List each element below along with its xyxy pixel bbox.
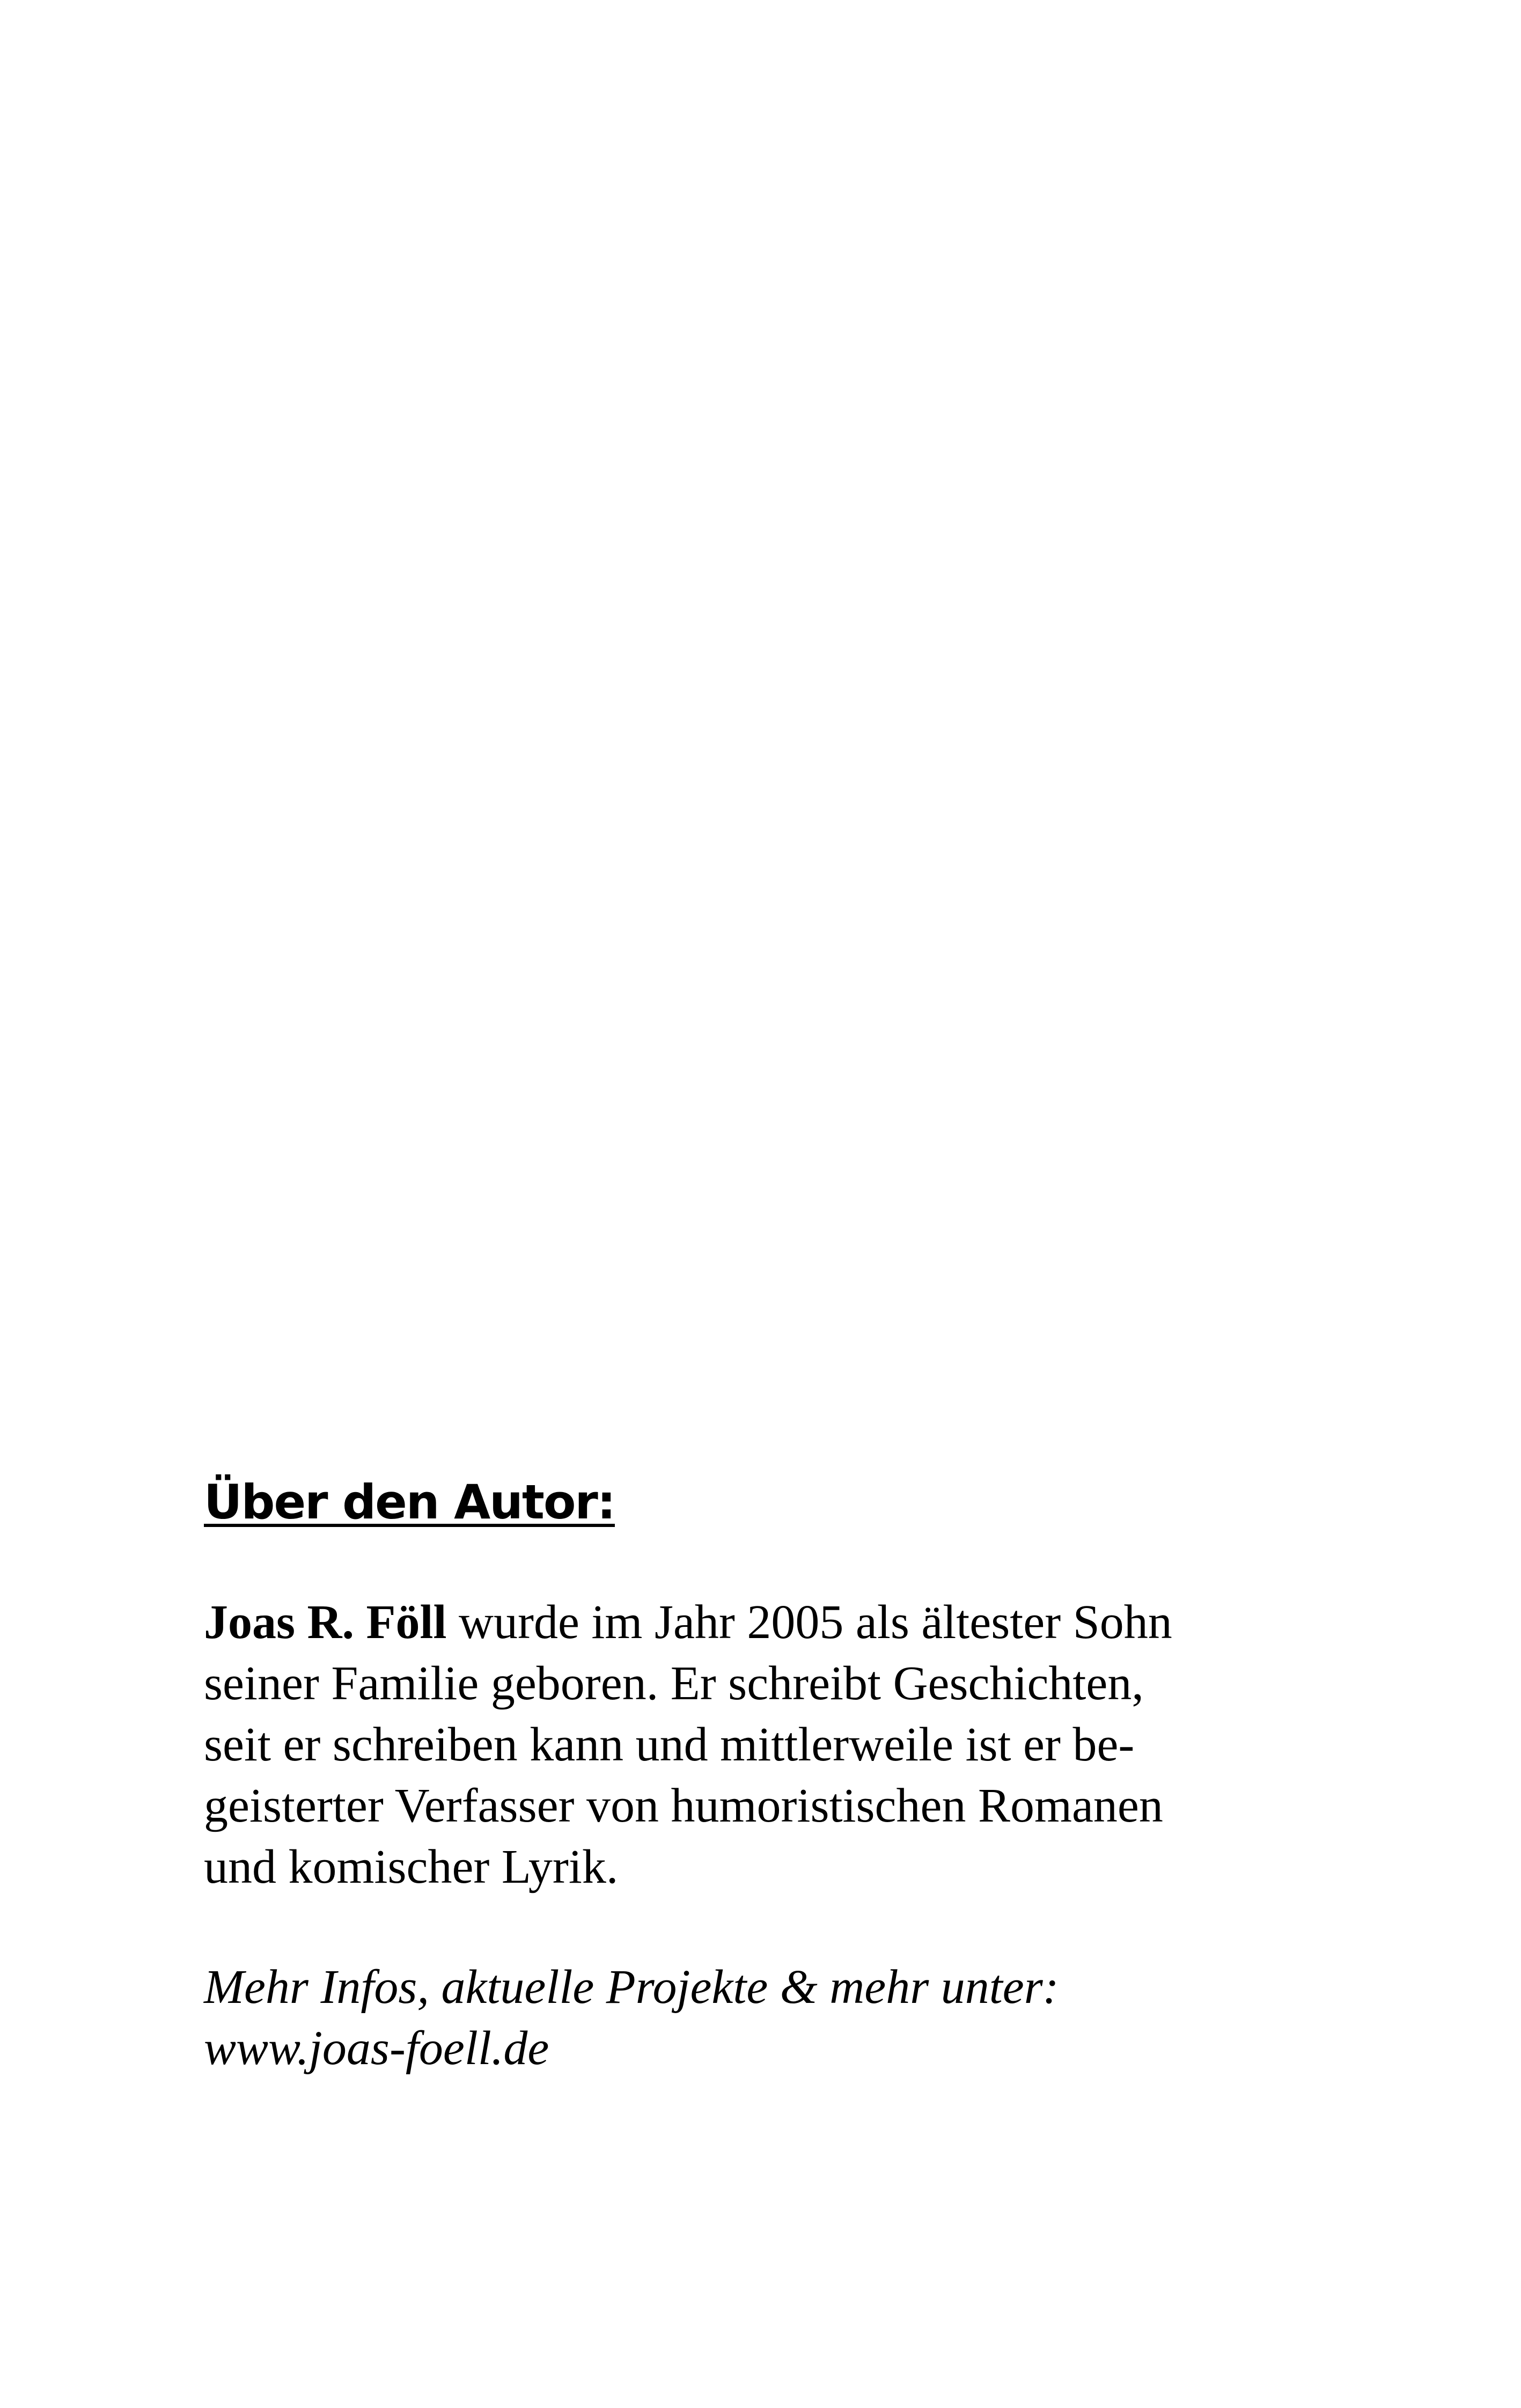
website-link[interactable]: www.joas-foell.de <box>204 2022 549 2075</box>
bio-text: wurde im Jahr 2005 als ältester Sohn seiner Familie geboren. Er schreibt Geschichten, seit er schreiben kann und mittlerweile ist er be- geisterter Verfasser von humoristischen Romanen und komischer Lyrik. <box>204 1596 1172 1893</box>
more-info-line: Mehr Infos, aktuelle Projekte & mehr unter: <box>204 1961 1059 2014</box>
more-info <box>204 1957 1331 2079</box>
author-name: Joas R. Föll <box>204 1596 447 1649</box>
section-heading: Über den Autor: <box>204 1474 615 1530</box>
author-section <box>204 1473 1331 2079</box>
author-bio <box>204 1592 1331 1898</box>
